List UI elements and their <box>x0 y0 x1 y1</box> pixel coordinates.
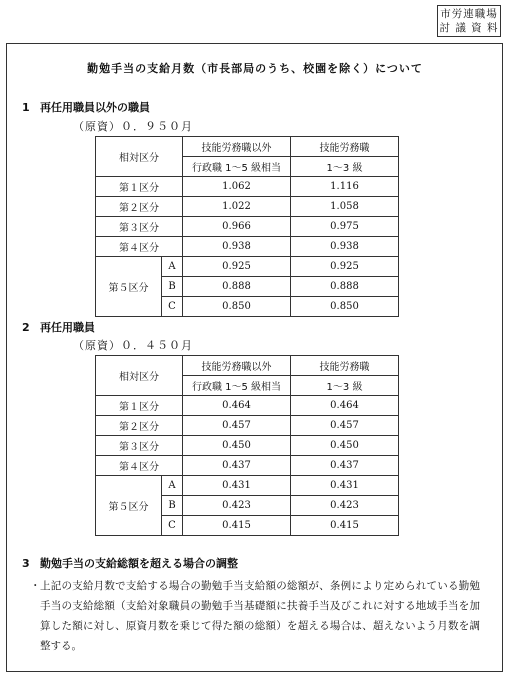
group-label: 第５区分 <box>96 257 162 317</box>
table-row <box>96 476 399 496</box>
value-cell: 0.437 <box>291 456 399 476</box>
sub-label: B <box>162 496 183 516</box>
value-cell: 0.464 <box>291 396 399 416</box>
section-3-body: 上記の支給月数で支給する場合の勤勉手当支給額の総額が、条例により定められている勤勉手当の支給総額（支給対象職員の勤勉手当基礎額に扶養手当及びこれに対する地域手当を加算した額に対し、原資月数を乗じて得た額の総額）を超える場合は、超えないよう月数を調整する。 <box>40 580 480 652</box>
value-cell: 0.431 <box>183 476 291 496</box>
value-cell: 0.457 <box>291 416 399 436</box>
value-cell: 0.975 <box>291 217 399 237</box>
section-title: 勤勉手当の支給総額を超える場合の調整 <box>40 557 238 570</box>
value-cell: 0.457 <box>183 416 291 436</box>
table-row <box>96 396 399 416</box>
section-1-heading <box>22 99 150 115</box>
sub-label: C <box>162 516 183 536</box>
row-label: 第２区分 <box>96 197 183 217</box>
value-cell: 0.888 <box>291 277 399 297</box>
table-header-row <box>96 137 399 157</box>
table-row <box>96 217 399 237</box>
value-cell: 0.450 <box>291 436 399 456</box>
sub-label: B <box>162 277 183 297</box>
column-sub-1: 行政職 1～5 級相当 <box>183 376 291 396</box>
row-label: 第１区分 <box>96 177 183 197</box>
value-cell: 0.431 <box>291 476 399 496</box>
table-row <box>96 257 399 277</box>
section-number: 1 <box>22 101 30 114</box>
value-cell: 0.423 <box>291 496 399 516</box>
value-cell: 0.450 <box>183 436 291 456</box>
column-head-1: 技能労務職以外 <box>183 356 291 376</box>
allowance-table-2 <box>95 355 399 536</box>
value-cell: 1.022 <box>183 197 291 217</box>
value-cell: 0.966 <box>183 217 291 237</box>
table-row <box>96 237 399 257</box>
value-cell: 1.058 <box>291 197 399 217</box>
table-row <box>96 456 399 476</box>
value-cell: 0.415 <box>183 516 291 536</box>
table-row <box>96 177 399 197</box>
value-cell: 0.888 <box>183 277 291 297</box>
row-label: 第１区分 <box>96 396 183 416</box>
row-label: 第２区分 <box>96 416 183 436</box>
value-cell: 1.116 <box>291 177 399 197</box>
sub-label: A <box>162 257 183 277</box>
column-head-2: 技能労務職 <box>291 356 399 376</box>
table-corner: 相対区分 <box>96 356 183 396</box>
stamp-line-2: 討 議 資 料 <box>439 22 499 34</box>
value-cell: 0.850 <box>183 297 291 317</box>
table-row <box>96 416 399 436</box>
value-cell: 0.925 <box>291 257 399 277</box>
sub-label: C <box>162 297 183 317</box>
value-cell: 0.437 <box>183 456 291 476</box>
section-number: 3 <box>22 557 30 570</box>
row-label: 第４区分 <box>96 456 183 476</box>
section-title: 再任用職員以外の職員 <box>40 101 150 114</box>
table-corner: 相対区分 <box>96 137 183 177</box>
column-sub-2: 1～3 級 <box>291 376 399 396</box>
table-row <box>96 197 399 217</box>
value-cell: 1.062 <box>183 177 291 197</box>
document-stamp <box>437 5 501 37</box>
group-label: 第５区分 <box>96 476 162 536</box>
row-label: 第４区分 <box>96 237 183 257</box>
section-3-heading <box>22 555 238 571</box>
column-sub-2: 1～3 級 <box>291 157 399 177</box>
value-cell: 0.850 <box>291 297 399 317</box>
table-row <box>96 436 399 456</box>
document-title: 勤勉手当の支給月数（市長部局のうち、校園を除く）について <box>87 62 423 75</box>
value-cell: 0.464 <box>183 396 291 416</box>
section-1-base: （原資）０．９５０月 <box>73 120 193 133</box>
value-cell: 0.415 <box>291 516 399 536</box>
section-2-base: （原資）０．４５０月 <box>73 339 193 352</box>
value-cell: 0.925 <box>183 257 291 277</box>
column-sub-1: 行政職 1～5 級相当 <box>183 157 291 177</box>
table-header-row <box>96 356 399 376</box>
value-cell: 0.938 <box>183 237 291 257</box>
bullet-marker: ・ <box>30 580 41 592</box>
row-label: 第３区分 <box>96 217 183 237</box>
section-2-heading <box>22 319 95 335</box>
sub-label: A <box>162 476 183 496</box>
column-head-1: 技能労務職以外 <box>183 137 291 157</box>
allowance-table-1 <box>95 136 399 317</box>
column-head-2: 技能労務職 <box>291 137 399 157</box>
section-number: 2 <box>22 321 30 334</box>
stamp-line-1: 市労連職場 <box>440 8 498 20</box>
row-label: 第３区分 <box>96 436 183 456</box>
value-cell: 0.423 <box>183 496 291 516</box>
section-title: 再任用職員 <box>40 321 95 334</box>
value-cell: 0.938 <box>291 237 399 257</box>
